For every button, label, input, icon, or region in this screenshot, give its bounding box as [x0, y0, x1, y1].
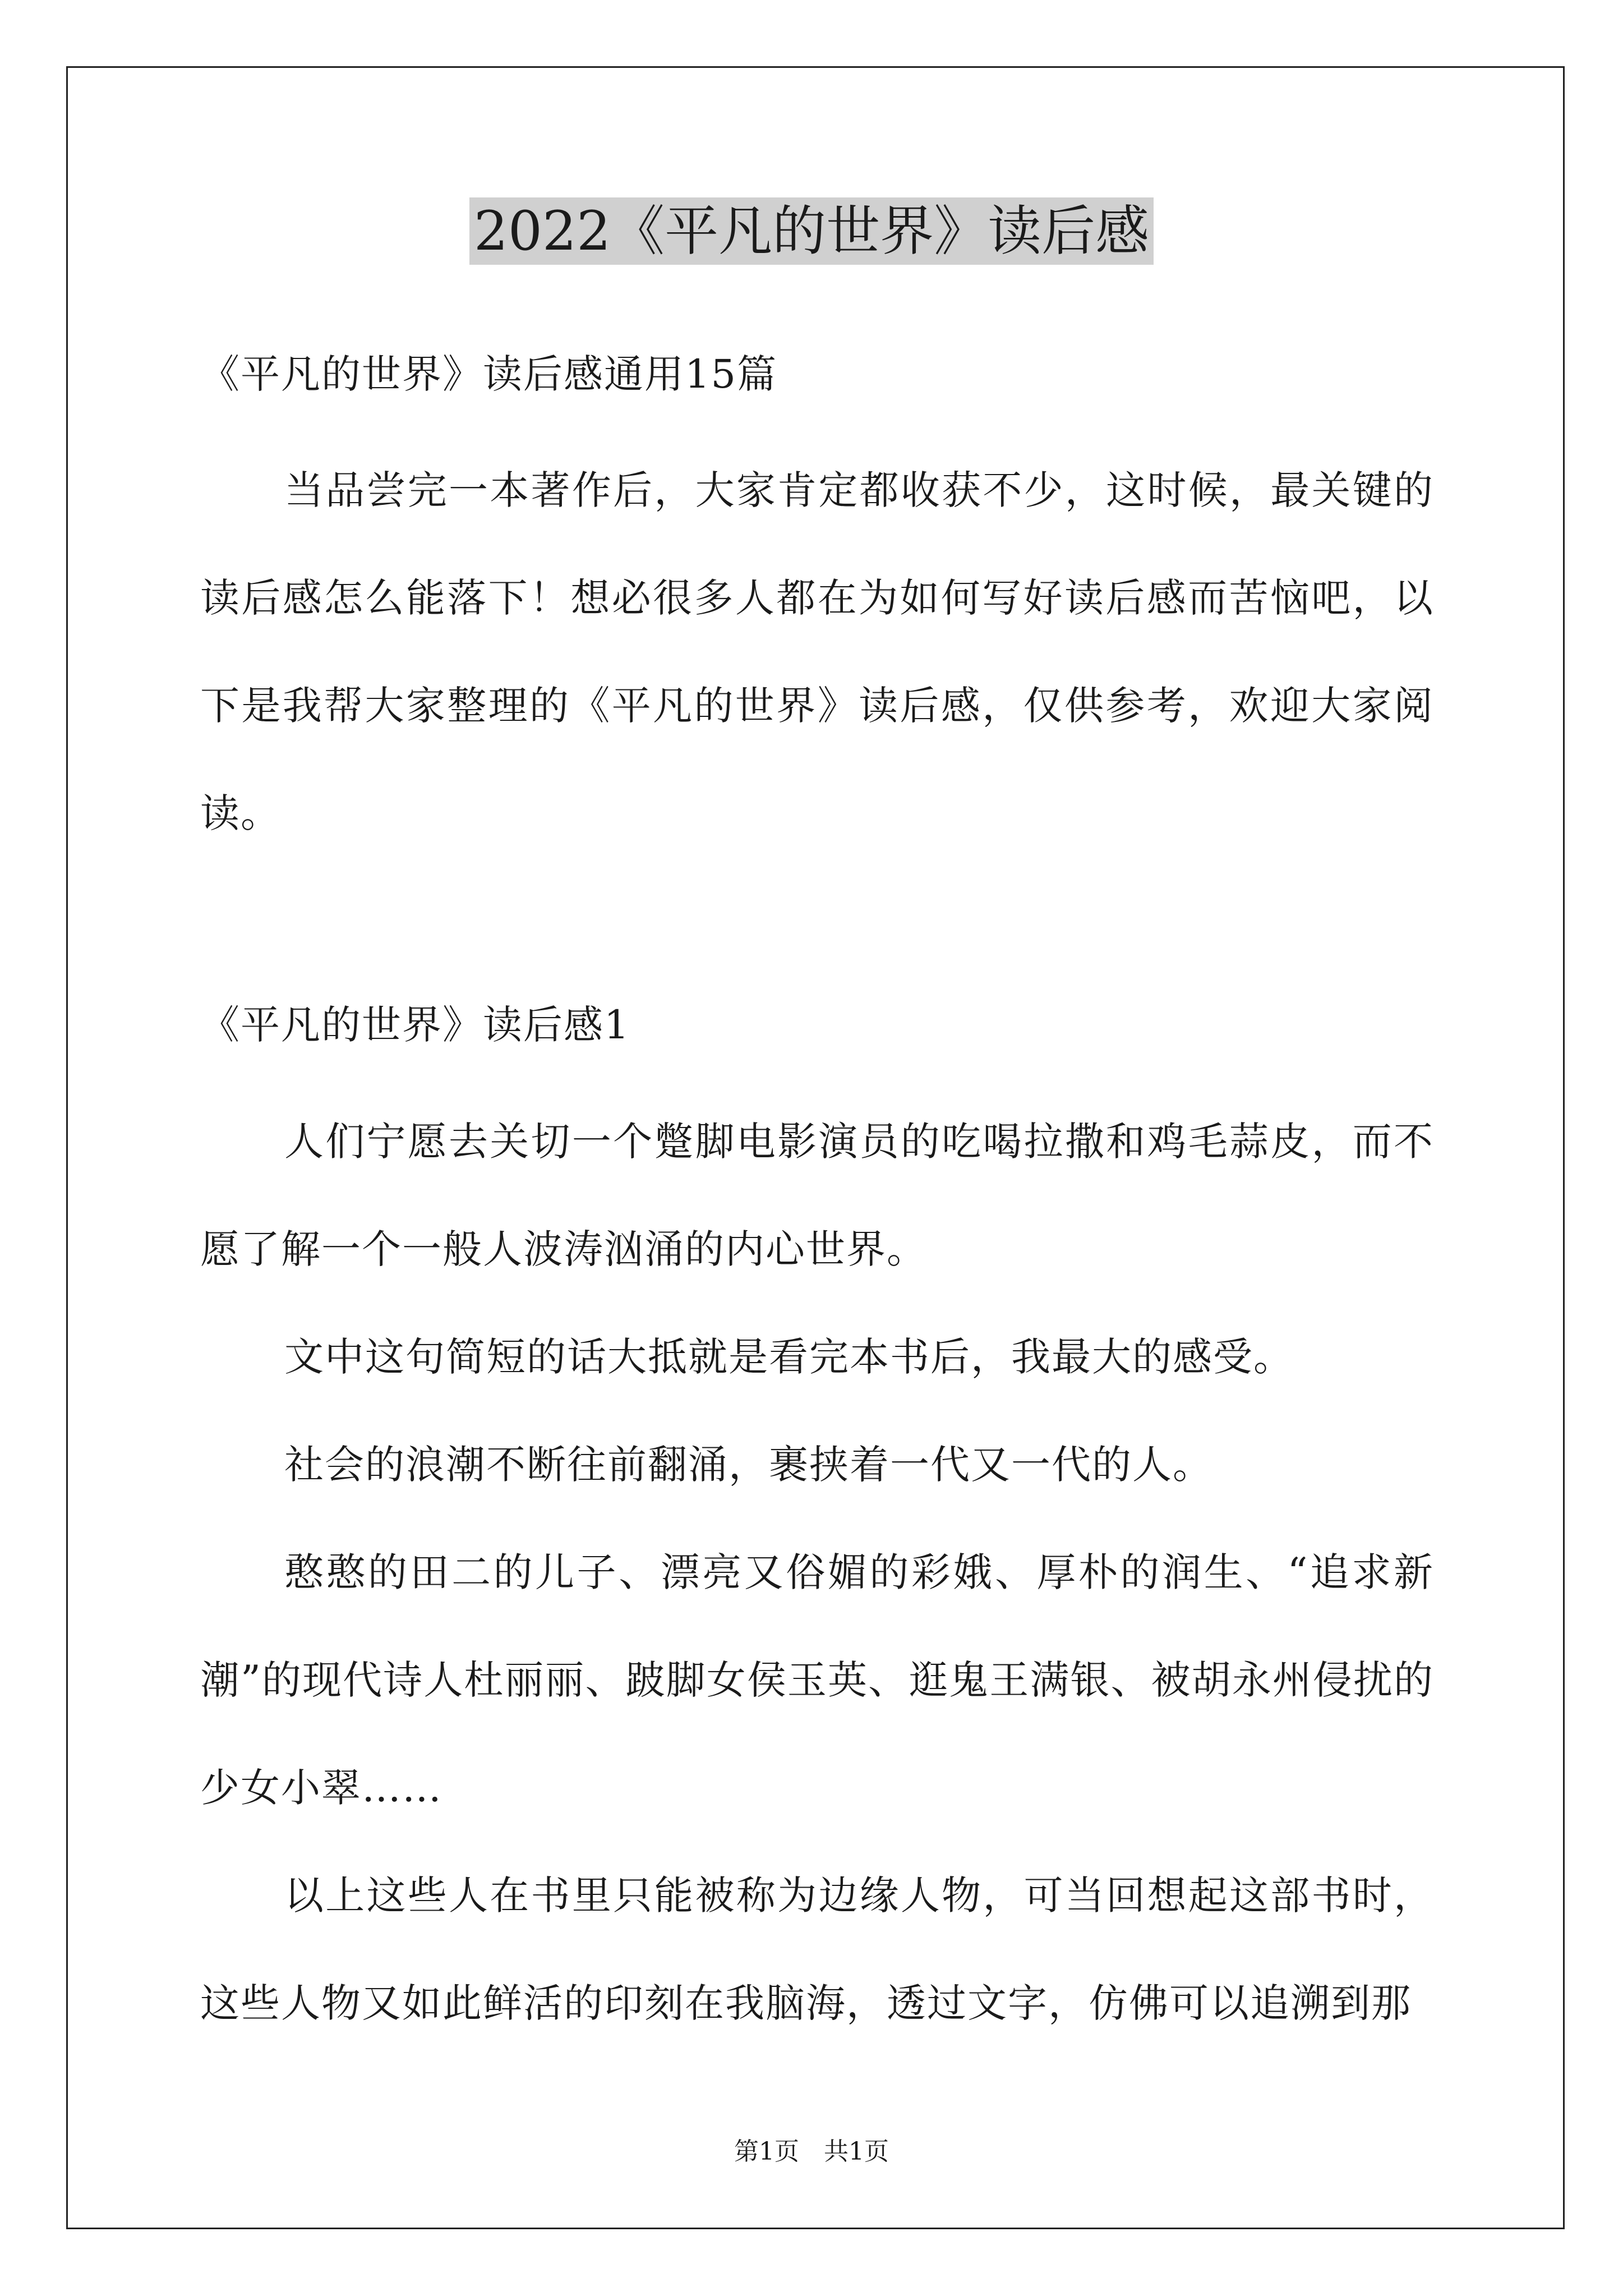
body-paragraph-1: 人们宁愿去关切一个蹩脚电影演员的吃喝拉撒和鸡毛蒜皮，而不愿了解一个一般人波涛汹涌的内心世界。: [200, 1119, 1434, 1272]
intro-paragraph: 当品尝完一本著作后，大家肯定都收获不少，这时候，最关键的读后感怎么能落下！想必很多人都在为如何写好读后感而苦恼吧，以下是我帮大家整理的《平凡的世界》读后感，仅供参考，欢迎大家阅读。: [200, 467, 1434, 836]
document-title: [0, 197, 1623, 265]
document-title-text: 2022《平凡的世界》读后感: [469, 197, 1154, 265]
section-heading: 《平凡的世界》读后感1: [200, 1002, 630, 1048]
body-paragraph-4: 憨憨的田二的儿子、漂亮又俗媚的彩娥、厚朴的润生、“追求新潮”的现代诗人杜丽丽、跛脚女侯玉英、逛鬼王满银、被胡永州侵扰的少女小翠……: [200, 1549, 1434, 1811]
body-paragraph-2: 文中这句简短的话大抵就是看完本书后，我最大的感受。: [284, 1334, 1294, 1380]
page-footer: 第1页 共1页: [734, 2137, 889, 2166]
document-subtitle: 《平凡的世界》读后感通用15篇: [200, 351, 778, 397]
body-paragraph-3: 社会的浪潮不断往前翻涌，裹挟着一代又一代的人。: [284, 1442, 1213, 1488]
body-paragraph-5: 以上这些人在书里只能被称为边缘人物，可当回想起这部书时，这些人物又如此鲜活的印刻在我脑海，透过文字，仿佛可以追溯到那: [200, 1872, 1434, 2026]
